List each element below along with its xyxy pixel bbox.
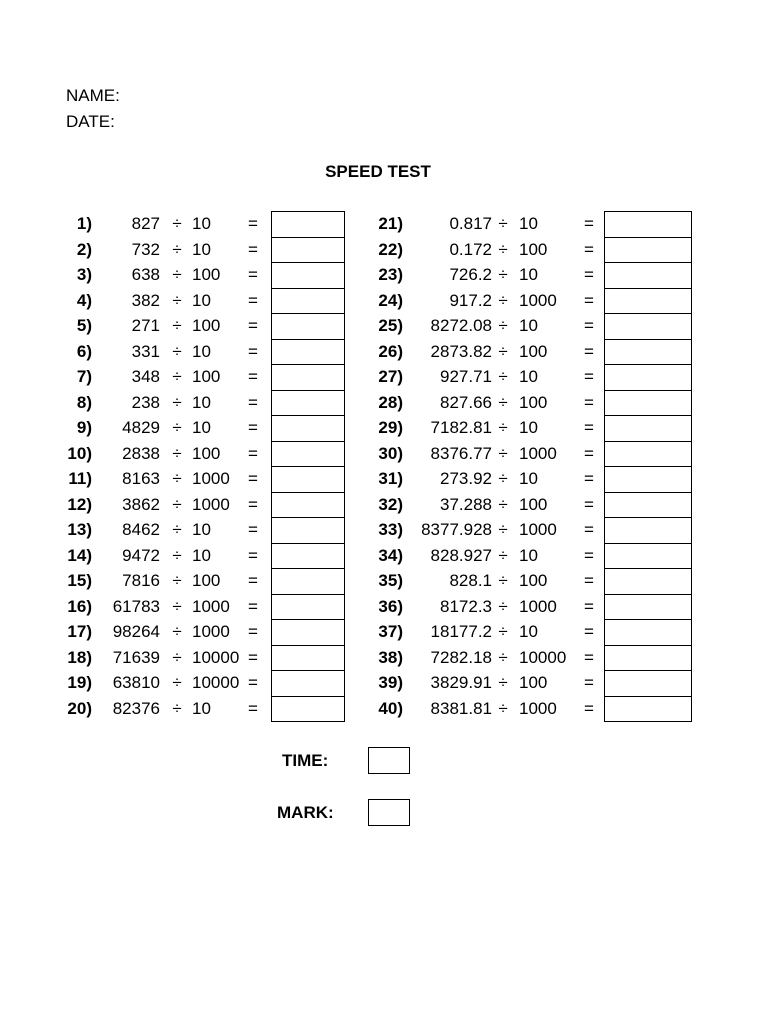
problem-number: 18) <box>67 647 92 667</box>
problem-divisor: 10 <box>519 418 538 437</box>
problem-divisor: 10 <box>519 622 538 641</box>
equals-sign: = <box>584 239 594 259</box>
problem-divisor: 100 <box>192 265 221 284</box>
division-sign: ÷ <box>498 367 508 386</box>
division-sign: ÷ <box>172 545 182 565</box>
problem-dividend: 638 <box>131 265 160 284</box>
problem-divisor: 10 <box>519 545 538 565</box>
problem-divisor: 10000 <box>192 673 240 692</box>
division-sign: ÷ <box>172 341 182 361</box>
equals-sign: = <box>248 622 258 641</box>
answer-box[interactable] <box>605 518 691 544</box>
time-label: TIME: <box>282 751 329 770</box>
problem-number: 23) <box>378 265 403 284</box>
problem-divisor: 1000 <box>192 494 230 514</box>
problem-number: 15) <box>67 571 92 590</box>
problem-divisor: 10 <box>192 520 211 539</box>
problem-number: 31) <box>378 469 403 488</box>
problem-number: 33) <box>378 520 403 539</box>
problem-dividend: 382 <box>131 290 160 310</box>
equals-sign: = <box>584 290 594 310</box>
equals-sign: = <box>584 520 594 539</box>
problem-divisor: 1000 <box>192 469 230 488</box>
problem-dividend: 8462 <box>122 520 160 539</box>
mark-box[interactable] <box>368 799 410 826</box>
answer-box[interactable] <box>272 365 344 391</box>
problem-number: 8) <box>76 392 92 412</box>
problem-number: 40) <box>378 698 403 718</box>
answer-box[interactable] <box>272 289 344 315</box>
problem-dividend: 82376 <box>112 698 160 718</box>
problem-divisor: 1000 <box>519 520 557 539</box>
problem-divisor: 1000 <box>519 443 557 463</box>
problem-dividend: 37.288 <box>440 494 492 514</box>
problem-divisor: 100 <box>519 673 548 692</box>
answer-box[interactable] <box>272 595 344 621</box>
problem-divisor: 10 <box>519 469 538 488</box>
problems-column-left <box>66 211 346 721</box>
answer-box[interactable] <box>605 391 691 417</box>
answer-box[interactable] <box>272 314 344 340</box>
problem-divisor: 1000 <box>519 290 557 310</box>
equals-sign: = <box>248 673 258 692</box>
equals-sign: = <box>584 494 594 514</box>
problem-number: 24) <box>378 290 403 310</box>
problem-number: 5) <box>76 316 92 335</box>
problem-dividend: 63810 <box>112 673 160 692</box>
problem-number: 21) <box>378 214 403 233</box>
division-sign: ÷ <box>498 520 508 539</box>
answer-box[interactable] <box>605 212 691 238</box>
problem-number: 11) <box>68 469 92 488</box>
division-sign: ÷ <box>172 418 182 437</box>
problem-dividend: 8272.08 <box>430 316 492 335</box>
problem-number: 37) <box>378 622 403 641</box>
problem-number: 17) <box>67 622 92 641</box>
equals-sign: = <box>248 418 258 437</box>
problem-dividend: 348 <box>131 367 160 386</box>
answer-box[interactable] <box>272 442 344 468</box>
problem-divisor: 100 <box>519 392 548 412</box>
answer-box[interactable] <box>605 697 691 723</box>
answer-boxes-right <box>604 211 692 722</box>
answer-box[interactable] <box>272 493 344 519</box>
answer-box[interactable] <box>605 340 691 366</box>
equals-sign: = <box>248 469 258 488</box>
date-label: DATE: <box>66 112 115 131</box>
problem-number: 26) <box>378 341 403 361</box>
problem-number: 25) <box>378 316 403 335</box>
answer-box[interactable] <box>605 620 691 646</box>
problem-dividend: 7182.81 <box>430 418 492 437</box>
equals-sign: = <box>584 469 594 488</box>
division-sign: ÷ <box>498 214 508 233</box>
division-sign: ÷ <box>172 265 182 284</box>
problem-divisor: 10 <box>192 392 211 412</box>
problem-number: 28) <box>378 392 403 412</box>
problem-number: 36) <box>378 596 403 616</box>
equals-sign: = <box>248 545 258 565</box>
problem-dividend: 9472 <box>122 545 160 565</box>
problem-divisor: 10 <box>192 239 211 259</box>
problem-dividend: 828.927 <box>430 545 492 565</box>
problem-number: 29) <box>378 418 403 437</box>
equals-sign: = <box>248 392 258 412</box>
division-sign: ÷ <box>172 571 182 590</box>
problem-dividend: 0.817 <box>449 214 492 233</box>
division-sign: ÷ <box>498 622 508 641</box>
division-sign: ÷ <box>498 265 508 284</box>
problem-divisor: 100 <box>519 341 548 361</box>
mark-label: MARK: <box>277 803 334 822</box>
answer-box[interactable] <box>605 544 691 570</box>
equals-sign: = <box>248 494 258 514</box>
answer-box[interactable] <box>272 544 344 570</box>
answer-box[interactable] <box>272 263 344 289</box>
problem-number: 13) <box>67 520 92 539</box>
problem-number: 32) <box>378 494 403 514</box>
division-sign: ÷ <box>172 622 182 641</box>
problem-dividend: 917.2 <box>449 290 492 310</box>
problem-divisor: 1000 <box>192 596 230 616</box>
equals-sign: = <box>584 316 594 335</box>
problem-divisor: 10000 <box>192 647 240 667</box>
answer-box[interactable] <box>605 467 691 493</box>
problem-dividend: 7282.18 <box>430 647 492 667</box>
equals-sign: = <box>248 316 258 335</box>
problem-dividend: 7816 <box>122 571 160 590</box>
division-sign: ÷ <box>172 443 182 463</box>
division-sign: ÷ <box>172 392 182 412</box>
problem-number: 10) <box>67 443 92 463</box>
name-label: NAME: <box>66 86 120 105</box>
problem-dividend: 8377.928 <box>421 520 492 539</box>
problem-divisor: 10 <box>192 418 211 437</box>
equals-sign: = <box>248 698 258 718</box>
problem-dividend: 0.172 <box>449 239 492 259</box>
division-sign: ÷ <box>498 290 508 310</box>
answer-box[interactable] <box>272 467 344 493</box>
division-sign: ÷ <box>498 494 508 514</box>
answer-box[interactable] <box>605 289 691 315</box>
division-sign: ÷ <box>172 698 182 718</box>
problem-dividend: 18177.2 <box>430 622 492 641</box>
division-sign: ÷ <box>498 239 508 259</box>
answer-boxes-left <box>271 211 345 722</box>
answer-box[interactable] <box>272 340 344 366</box>
equals-sign: = <box>248 647 258 667</box>
equals-sign: = <box>248 443 258 463</box>
equals-sign: = <box>584 265 594 284</box>
division-sign: ÷ <box>498 418 508 437</box>
problem-divisor: 100 <box>519 494 548 514</box>
problem-number: 27) <box>378 367 403 386</box>
division-sign: ÷ <box>172 673 182 692</box>
problem-dividend: 726.2 <box>449 265 492 284</box>
answer-box[interactable] <box>605 238 691 264</box>
problem-dividend: 8376.77 <box>430 443 492 463</box>
answer-box[interactable] <box>272 697 344 723</box>
problem-dividend: 4829 <box>122 418 160 437</box>
problem-dividend: 2873.82 <box>430 341 492 361</box>
problem-number: 9) <box>76 418 92 437</box>
problem-number: 38) <box>378 647 403 667</box>
problem-number: 16) <box>67 596 92 616</box>
division-sign: ÷ <box>498 443 508 463</box>
equals-sign: = <box>584 392 594 412</box>
answer-box[interactable] <box>605 442 691 468</box>
answer-box[interactable] <box>272 212 344 238</box>
equals-sign: = <box>584 673 594 692</box>
answer-box[interactable] <box>272 646 344 672</box>
problem-dividend: 98264 <box>112 622 160 641</box>
problem-dividend: 827.66 <box>440 392 492 412</box>
division-sign: ÷ <box>172 290 182 310</box>
division-sign: ÷ <box>498 596 508 616</box>
problem-dividend: 827 <box>131 214 160 233</box>
answer-box[interactable] <box>272 569 344 595</box>
problem-number: 39) <box>378 673 403 692</box>
problem-dividend: 271 <box>131 316 160 335</box>
division-sign: ÷ <box>498 571 508 590</box>
answer-box[interactable] <box>272 518 344 544</box>
problem-dividend: 3829.91 <box>430 673 492 692</box>
problem-dividend: 71639 <box>112 647 160 667</box>
answer-box[interactable] <box>605 263 691 289</box>
problem-dividend: 273.92 <box>440 469 492 488</box>
division-sign: ÷ <box>172 469 182 488</box>
problem-number: 30) <box>378 443 403 463</box>
time-box[interactable] <box>368 747 410 774</box>
answer-box[interactable] <box>605 365 691 391</box>
division-sign: ÷ <box>498 316 508 335</box>
equals-sign: = <box>248 341 258 361</box>
division-sign: ÷ <box>172 239 182 259</box>
problem-number: 35) <box>378 571 403 590</box>
page-title: SPEED TEST <box>325 162 431 181</box>
equals-sign: = <box>584 698 594 718</box>
division-sign: ÷ <box>498 545 508 565</box>
answer-box[interactable] <box>605 493 691 519</box>
equals-sign: = <box>584 622 594 641</box>
equals-sign: = <box>248 290 258 310</box>
problem-divisor: 10 <box>519 265 538 284</box>
answer-box[interactable] <box>272 238 344 264</box>
equals-sign: = <box>248 520 258 539</box>
division-sign: ÷ <box>498 647 508 667</box>
equals-sign: = <box>584 545 594 565</box>
equals-sign: = <box>584 214 594 233</box>
division-sign: ÷ <box>172 214 182 233</box>
problem-divisor: 100 <box>192 443 221 463</box>
answer-box[interactable] <box>272 671 344 697</box>
answer-box[interactable] <box>605 314 691 340</box>
problem-dividend: 8381.81 <box>430 698 492 718</box>
problems-column-right <box>365 211 695 721</box>
problem-dividend: 2838 <box>122 443 160 463</box>
problem-number: 6) <box>76 341 92 361</box>
division-sign: ÷ <box>498 469 508 488</box>
division-sign: ÷ <box>498 341 508 361</box>
equals-sign: = <box>248 214 258 233</box>
equals-sign: = <box>584 341 594 361</box>
equals-sign: = <box>248 596 258 616</box>
problem-dividend: 828.1 <box>449 571 492 590</box>
equals-sign: = <box>248 571 258 590</box>
equals-sign: = <box>584 647 594 667</box>
problem-number: 7) <box>76 367 92 386</box>
problem-number: 14) <box>67 545 92 565</box>
problem-divisor: 10 <box>519 214 538 233</box>
problem-dividend: 8172.3 <box>440 596 492 616</box>
equals-sign: = <box>248 367 258 386</box>
problem-number: 12) <box>67 494 92 514</box>
problem-number: 19) <box>67 673 92 692</box>
problem-divisor: 10 <box>192 341 211 361</box>
answer-box[interactable] <box>605 595 691 621</box>
problem-divisor: 100 <box>519 571 548 590</box>
problem-divisor: 1000 <box>192 622 230 641</box>
problem-divisor: 10 <box>192 290 211 310</box>
problem-divisor: 100 <box>192 571 221 590</box>
problem-dividend: 732 <box>131 239 160 259</box>
equals-sign: = <box>584 571 594 590</box>
problem-dividend: 927.71 <box>440 367 492 386</box>
division-sign: ÷ <box>172 647 182 667</box>
answer-box[interactable] <box>605 416 691 442</box>
equals-sign: = <box>584 443 594 463</box>
problem-number: 34) <box>378 545 403 565</box>
problem-number: 4) <box>76 290 92 310</box>
problem-number: 2) <box>76 239 92 259</box>
answer-box[interactable] <box>272 391 344 417</box>
problem-divisor: 100 <box>192 316 221 335</box>
problem-dividend: 61783 <box>112 596 160 616</box>
answer-box[interactable] <box>272 620 344 646</box>
division-sign: ÷ <box>172 367 182 386</box>
problem-divisor: 10 <box>519 316 538 335</box>
division-sign: ÷ <box>172 520 182 539</box>
problem-dividend: 3862 <box>122 494 160 514</box>
problem-divisor: 100 <box>519 239 548 259</box>
equals-sign: = <box>584 596 594 616</box>
problem-number: 3) <box>76 265 92 284</box>
division-sign: ÷ <box>172 316 182 335</box>
problem-divisor: 1000 <box>519 596 557 616</box>
problem-dividend: 331 <box>131 341 160 361</box>
equals-sign: = <box>248 239 258 259</box>
problem-dividend: 8163 <box>122 469 160 488</box>
equals-sign: = <box>584 367 594 386</box>
problem-divisor: 10 <box>192 545 211 565</box>
division-sign: ÷ <box>498 392 508 412</box>
problem-number: 22) <box>378 239 403 259</box>
equals-sign: = <box>248 265 258 284</box>
problem-divisor: 10000 <box>519 647 567 667</box>
problem-number: 20) <box>67 698 92 718</box>
problem-divisor: 100 <box>192 367 221 386</box>
problem-number: 1) <box>76 214 92 233</box>
problem-divisor: 10 <box>519 367 538 386</box>
problem-dividend: 238 <box>131 392 160 412</box>
problem-divisor: 1000 <box>519 698 557 718</box>
problem-divisor: 10 <box>192 698 211 718</box>
division-sign: ÷ <box>172 494 182 514</box>
problem-divisor: 10 <box>192 214 211 233</box>
division-sign: ÷ <box>498 698 508 718</box>
equals-sign: = <box>584 418 594 437</box>
division-sign: ÷ <box>172 596 182 616</box>
division-sign: ÷ <box>498 673 508 692</box>
answer-box[interactable] <box>605 569 691 595</box>
answer-box[interactable] <box>272 416 344 442</box>
answer-box[interactable] <box>605 671 691 697</box>
answer-box[interactable] <box>605 646 691 672</box>
